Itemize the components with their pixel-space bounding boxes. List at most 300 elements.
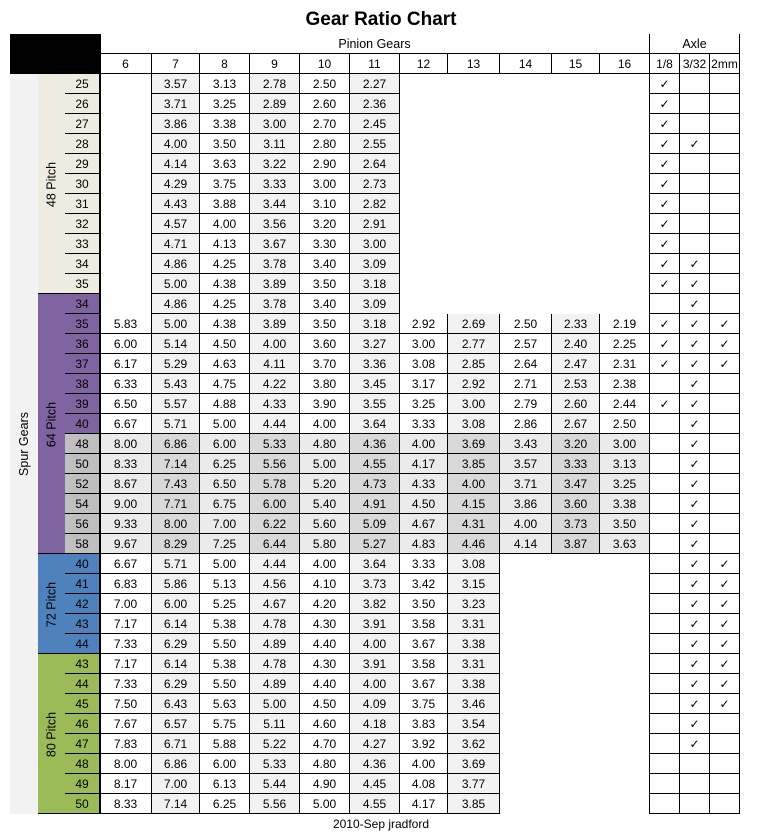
spur-teeth: 50 [65,794,100,814]
ratio-cell: 6.57 [152,714,200,734]
ratio-cell: 7.00 [100,594,152,614]
ratio-cell: 3.83 [400,714,448,734]
ratio-cell: 3.20 [300,214,350,234]
spur-teeth: 37 [65,354,100,374]
ratio-cell: 4.17 [400,454,448,474]
ratio-cell: 2.67 [552,414,600,434]
ratio-cell: 4.00 [250,334,300,354]
ratio-cell: 5.13 [200,574,250,594]
ratio-cell: 4.57 [152,214,200,234]
ratio-cell: 3.75 [200,174,250,194]
ratio-cell: 5.11 [250,714,300,734]
ratio-cell: 7.14 [152,794,200,814]
ratio-cell: 4.00 [152,134,200,154]
ratio-cell: 5.25 [200,594,250,614]
ratio-cell: 5.20 [300,474,350,494]
ratio-cell: 3.89 [250,314,300,334]
axle-check: ✓ [650,334,680,354]
ratio-cell: 3.09 [350,254,400,274]
spur-teeth: 29 [65,154,100,174]
axle-check: ✓ [680,434,710,454]
ratio-cell: 4.83 [400,534,448,554]
ratio-cell: 5.27 [350,534,400,554]
ratio-cell: 6.14 [152,654,200,674]
ratio-cell: 5.71 [152,414,200,434]
axle-check: ✓ [650,354,680,374]
ratio-cell: 4.45 [350,774,400,794]
ratio-cell: 4.90 [300,774,350,794]
axle-check: ✓ [710,674,740,694]
ratio-cell: 3.91 [350,614,400,634]
ratio-cell: 6.22 [250,514,300,534]
ratio-cell: 3.54 [448,714,500,734]
ratio-cell: 8.29 [152,534,200,554]
ratio-cell: 4.46 [448,534,500,554]
ratio-cell: 4.00 [300,554,350,574]
axle-check: ✓ [680,474,710,494]
ratio-cell: 4.67 [400,514,448,534]
ratio-cell: 6.29 [152,634,200,654]
ratio-cell: 2.73 [350,174,400,194]
ratio-cell: 2.53 [552,374,600,394]
ratio-cell: 4.08 [400,774,448,794]
ratio-cell: 4.44 [250,414,300,434]
ratio-cell: 6.86 [152,434,200,454]
ratio-cell: 4.78 [250,614,300,634]
ratio-cell: 6.14 [152,614,200,634]
pinion-gears-header: Pinion Gears [100,34,650,54]
ratio-cell: 2.89 [250,94,300,114]
ratio-cell: 6.17 [100,354,152,374]
ratio-cell: 6.29 [152,674,200,694]
ratio-cell: 4.56 [250,574,300,594]
ratio-cell: 4.50 [400,494,448,514]
ratio-cell: 5.86 [152,574,200,594]
ratio-cell: 7.71 [152,494,200,514]
ratio-cell: 3.31 [448,654,500,674]
pinion-header-10: 10 [300,54,350,74]
ratio-cell: 5.75 [200,714,250,734]
spur-teeth: 30 [65,174,100,194]
ratio-cell: 5.33 [250,754,300,774]
ratio-cell: 3.33 [400,554,448,574]
ratio-cell: 5.38 [200,614,250,634]
ratio-cell: 4.27 [350,734,400,754]
axle-check: ✓ [710,634,740,654]
pinion-header-11: 11 [350,54,400,74]
spur-teeth: 39 [65,394,100,414]
ratio-cell: 4.75 [200,374,250,394]
axle-check: ✓ [680,294,710,314]
ratio-cell: 6.75 [200,494,250,514]
ratio-cell: 3.25 [400,394,448,414]
ratio-cell: 4.09 [350,694,400,714]
ratio-cell: 4.18 [350,714,400,734]
ratio-cell: 3.63 [200,154,250,174]
spur-teeth: 50 [65,454,100,474]
ratio-cell: 5.44 [250,774,300,794]
ratio-cell: 5.29 [152,354,200,374]
ratio-cell: 3.00 [350,234,400,254]
spur-teeth: 56 [65,514,100,534]
ratio-cell: 7.25 [200,534,250,554]
spur-teeth: 48 [65,434,100,454]
axle-header-1-8: 1/8 [650,54,680,74]
spur-teeth: 28 [65,134,100,154]
pitch-label: 48 Pitch [44,161,58,207]
ratio-cell: 4.22 [250,374,300,394]
ratio-cell: 2.79 [500,394,552,414]
pinion-header-9: 9 [250,54,300,74]
ratio-cell: 3.67 [250,234,300,254]
ratio-cell: 3.85 [448,454,500,474]
spur-teeth: 34 [65,294,100,314]
spur-teeth: 40 [65,554,100,574]
ratio-cell: 6.00 [200,754,250,774]
ratio-cell: 3.40 [300,254,350,274]
spur-teeth: 45 [65,694,100,714]
ratio-cell: 4.55 [350,794,400,814]
ratio-cell: 3.08 [448,554,500,574]
spur-teeth: 49 [65,774,100,794]
ratio-cell: 4.89 [250,674,300,694]
axle-check: ✓ [680,314,710,334]
ratio-cell: 3.50 [600,514,650,534]
ratio-cell: 6.13 [200,774,250,794]
ratio-cell: 3.40 [300,294,350,314]
ratio-cell: 5.50 [200,634,250,654]
ratio-cell: 3.45 [350,374,400,394]
axle-check: ✓ [680,674,710,694]
ratio-cell: 3.27 [350,334,400,354]
spur-teeth: 36 [65,334,100,354]
ratio-cell: 7.17 [100,654,152,674]
axle-check: ✓ [680,514,710,534]
ratio-cell: 8.33 [100,794,152,814]
spur-teeth: 31 [65,194,100,214]
ratio-cell: 3.50 [300,274,350,294]
ratio-cell: 4.25 [200,254,250,274]
axle-check: ✓ [650,94,680,114]
axle-check: ✓ [650,74,680,94]
ratio-cell: 2.82 [350,194,400,214]
axle-check: ✓ [650,194,680,214]
ratio-cell: 8.33 [100,454,152,474]
ratio-cell: 5.50 [200,674,250,694]
ratio-cell: 2.64 [500,354,552,374]
pinion-header-14: 14 [500,54,552,74]
ratio-cell: 3.46 [448,694,500,714]
ratio-cell: 5.56 [250,794,300,814]
ratio-cell: 4.30 [300,614,350,634]
ratio-cell: 2.50 [300,74,350,94]
ratio-cell: 4.38 [200,274,250,294]
axle-check: ✓ [680,454,710,474]
spur-teeth: 33 [65,234,100,254]
ratio-cell: 4.70 [300,734,350,754]
pitch-label: 80 Pitch [44,711,58,757]
ratio-cell: 3.15 [448,574,500,594]
axle-check: ✓ [680,254,710,274]
ratio-cell: 2.91 [350,214,400,234]
ratio-cell: 6.00 [200,434,250,454]
axle-check: ✓ [710,554,740,574]
ratio-cell: 3.78 [250,254,300,274]
ratio-cell: 6.00 [100,334,152,354]
ratio-cell: 5.88 [200,734,250,754]
ratio-cell: 2.50 [600,414,650,434]
ratio-cell: 4.00 [500,514,552,534]
ratio-cell: 3.78 [250,294,300,314]
ratio-cell: 2.92 [448,374,500,394]
axle-check: ✓ [680,554,710,574]
axle-header: Axle [650,34,740,54]
ratio-cell: 3.90 [300,394,350,414]
ratio-cell: 9.00 [100,494,152,514]
spur-teeth: 34 [65,254,100,274]
table-frame [100,34,740,814]
ratio-cell: 7.33 [100,634,152,654]
spur-teeth: 35 [65,314,100,334]
axle-check: ✓ [650,154,680,174]
axle-check: ✓ [680,374,710,394]
ratio-cell: 7.67 [100,714,152,734]
ratio-cell: 7.17 [100,614,152,634]
ratio-cell: 2.70 [300,114,350,134]
spur-teeth: 38 [65,374,100,394]
ratio-cell: 3.38 [448,634,500,654]
ratio-cell: 3.77 [448,774,500,794]
spur-gears-label: Spur Gears [17,412,31,476]
ratio-cell: 4.30 [300,654,350,674]
ratio-cell: 5.00 [200,414,250,434]
ratio-cell: 3.70 [300,354,350,374]
ratio-cell: 3.50 [400,594,448,614]
ratio-cell: 2.38 [600,374,650,394]
ratio-cell: 2.77 [448,334,500,354]
ratio-cell: 5.56 [250,454,300,474]
axle-check: ✓ [680,494,710,514]
ratio-cell: 9.67 [100,534,152,554]
ratio-cell: 4.50 [200,334,250,354]
ratio-cell: 2.90 [300,154,350,174]
ratio-cell: 2.40 [552,334,600,354]
ratio-cell: 3.08 [400,354,448,374]
ratio-cell: 3.64 [350,414,400,434]
ratio-cell: 3.44 [250,194,300,214]
pinion-header-12: 12 [400,54,448,74]
ratio-cell: 5.00 [300,454,350,474]
ratio-cell: 4.43 [152,194,200,214]
ratio-cell: 2.60 [300,94,350,114]
ratio-cell: 4.36 [350,434,400,454]
ratio-cell: 3.80 [300,374,350,394]
ratio-cell: 3.00 [600,434,650,454]
ratio-cell: 6.50 [100,394,152,414]
axle-check: ✓ [650,114,680,134]
ratio-cell: 5.60 [300,514,350,534]
ratio-cell: 4.63 [200,354,250,374]
ratio-cell: 3.88 [200,194,250,214]
axle-check: ✓ [710,594,740,614]
ratio-cell: 6.25 [200,794,250,814]
ratio-cell: 4.88 [200,394,250,414]
ratio-cell: 3.00 [300,174,350,194]
ratio-cell: 5.00 [250,694,300,714]
ratio-cell: 3.18 [350,274,400,294]
spur-teeth: 26 [65,94,100,114]
ratio-cell: 4.44 [250,554,300,574]
ratio-cell: 4.86 [152,254,200,274]
ratio-cell: 8.00 [152,514,200,534]
ratio-cell: 4.00 [300,414,350,434]
ratio-cell: 3.85 [448,794,500,814]
ratio-cell: 4.91 [350,494,400,514]
ratio-cell: 6.25 [200,454,250,474]
ratio-cell: 4.15 [448,494,500,514]
ratio-cell: 3.11 [250,134,300,154]
ratio-cell: 2.85 [448,354,500,374]
ratio-cell: 4.78 [250,654,300,674]
ratio-cell: 5.83 [100,314,152,334]
ratio-cell: 2.31 [600,354,650,374]
ratio-cell: 4.10 [300,574,350,594]
ratio-cell: 6.71 [152,734,200,754]
ratio-cell: 4.55 [350,454,400,474]
ratio-cell: 4.11 [250,354,300,374]
spur-teeth: 32 [65,214,100,234]
ratio-cell: 3.47 [552,474,600,494]
ratio-cell: 3.33 [250,174,300,194]
ratio-cell: 2.57 [500,334,552,354]
axle-check: ✓ [680,354,710,374]
ratio-cell: 5.78 [250,474,300,494]
ratio-cell: 6.00 [250,494,300,514]
axle-check: ✓ [680,634,710,654]
ratio-cell: 5.14 [152,334,200,354]
ratio-cell: 7.00 [152,774,200,794]
ratio-cell: 4.20 [300,594,350,614]
ratio-cell: 3.57 [500,454,552,474]
ratio-cell: 3.13 [200,74,250,94]
spur-teeth: 27 [65,114,100,134]
spur-teeth: 43 [65,614,100,634]
spur-teeth: 54 [65,494,100,514]
ratio-cell: 2.47 [552,354,600,374]
axle-check: ✓ [710,354,740,374]
ratio-cell: 4.73 [350,474,400,494]
axle-check: ✓ [680,414,710,434]
ratio-cell: 3.86 [152,114,200,134]
ratio-cell: 5.09 [350,514,400,534]
ratio-cell: 3.55 [350,394,400,414]
ratio-cell: 5.00 [200,554,250,574]
axle-check: ✓ [650,234,680,254]
spur-teeth: 46 [65,714,100,734]
ratio-cell: 3.60 [300,334,350,354]
axle-check: ✓ [650,134,680,154]
ratio-cell: 3.58 [400,654,448,674]
ratio-cell: 3.00 [448,394,500,414]
ratio-cell: 3.17 [400,374,448,394]
ratio-cell: 3.69 [448,754,500,774]
ratio-cell: 4.13 [200,234,250,254]
ratio-cell: 2.69 [448,314,500,334]
ratio-cell: 4.00 [400,754,448,774]
spur-teeth: 58 [65,534,100,554]
ratio-cell: 5.57 [152,394,200,414]
axle-check: ✓ [650,214,680,234]
ratio-cell: 3.09 [350,294,400,314]
ratio-cell: 3.25 [200,94,250,114]
ratio-cell: 5.71 [152,554,200,574]
ratio-cell: 2.86 [500,414,552,434]
spur-teeth: 42 [65,594,100,614]
axle-check: ✓ [710,694,740,714]
ratio-cell: 3.71 [152,94,200,114]
ratio-cell: 3.36 [350,354,400,374]
axle-check: ✓ [680,654,710,674]
spur-teeth: 40 [65,414,100,434]
ratio-cell: 3.58 [400,614,448,634]
ratio-cell: 4.33 [250,394,300,414]
ratio-cell: 5.63 [200,694,250,714]
axle-check: ✓ [680,394,710,414]
ratio-cell: 2.19 [600,314,650,334]
axle-check: ✓ [680,574,710,594]
ratio-cell: 7.33 [100,674,152,694]
spur-teeth: 52 [65,474,100,494]
ratio-cell: 3.92 [400,734,448,754]
ratio-cell: 3.38 [200,114,250,134]
ratio-cell: 4.00 [448,474,500,494]
ratio-cell: 2.25 [600,334,650,354]
ratio-cell: 3.22 [250,154,300,174]
axle-check: ✓ [650,174,680,194]
ratio-cell: 3.87 [552,534,600,554]
ratio-cell: 2.33 [552,314,600,334]
ratio-cell: 2.71 [500,374,552,394]
ratio-cell: 2.27 [350,74,400,94]
ratio-cell: 5.00 [152,314,200,334]
ratio-cell: 4.40 [300,634,350,654]
ratio-cell: 4.31 [448,514,500,534]
ratio-cell: 3.91 [350,654,400,674]
ratio-cell: 2.78 [250,74,300,94]
axle-check: ✓ [710,334,740,354]
axle-check: ✓ [710,654,740,674]
ratio-cell: 3.42 [400,574,448,594]
ratio-cell: 3.50 [200,134,250,154]
ratio-cell: 4.00 [350,674,400,694]
ratio-cell: 4.38 [200,314,250,334]
axle-check: ✓ [710,574,740,594]
ratio-cell: 3.71 [500,474,552,494]
ratio-cell: 3.25 [600,474,650,494]
ratio-cell: 4.14 [152,154,200,174]
ratio-cell: 3.20 [552,434,600,454]
ratio-cell: 4.00 [200,214,250,234]
ratio-cell: 3.00 [400,334,448,354]
ratio-cell: 2.80 [300,134,350,154]
ratio-cell: 5.00 [300,794,350,814]
ratio-cell: 3.30 [300,234,350,254]
ratio-cell: 3.38 [448,674,500,694]
ratio-cell: 3.13 [600,454,650,474]
ratio-cell: 4.60 [300,714,350,734]
ratio-cell: 6.43 [152,694,200,714]
ratio-cell: 3.00 [250,114,300,134]
